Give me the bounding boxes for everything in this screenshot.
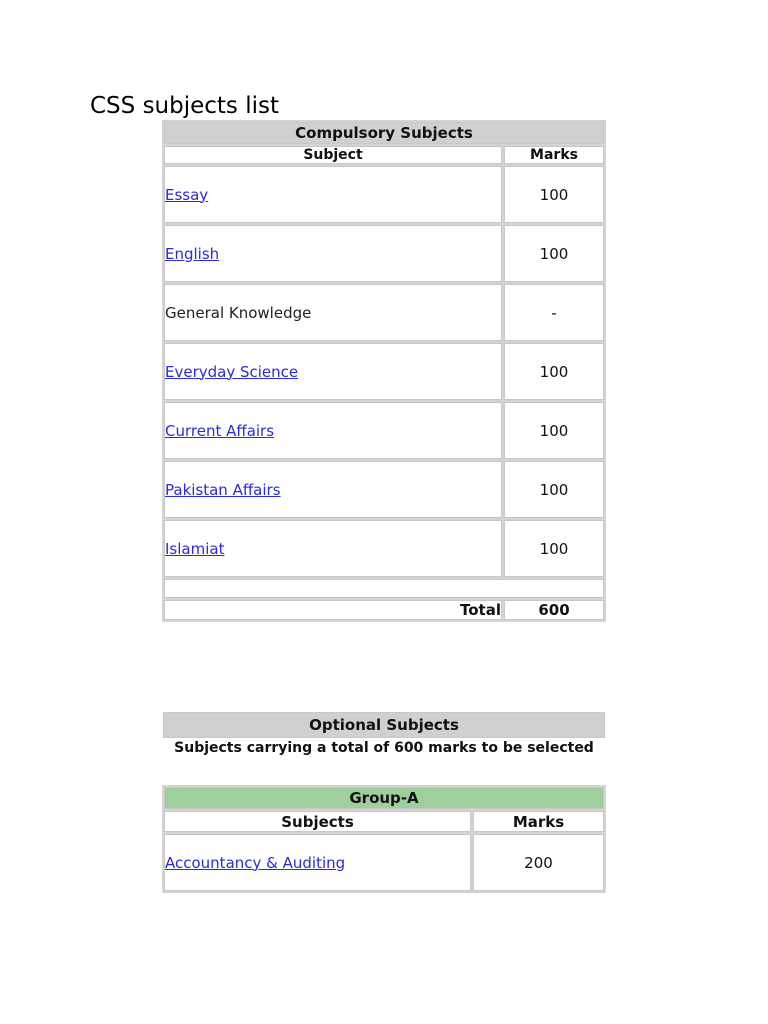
subject-link[interactable]: Everyday Science <box>165 362 299 381</box>
table-row <box>164 520 604 577</box>
page-title: CSS subjects list <box>90 93 280 119</box>
table-row <box>164 284 604 341</box>
group-a-section <box>162 785 606 893</box>
group-a-marks-column-header: Marks <box>473 811 604 832</box>
marks-cell: - <box>504 284 604 341</box>
subject-column-header: Subject <box>164 146 502 164</box>
total-row <box>164 600 604 620</box>
subject-link[interactable]: Pakistan Affairs <box>165 480 281 499</box>
subject-cell <box>164 343 502 400</box>
total-value: 600 <box>504 600 604 620</box>
table-row <box>164 461 604 518</box>
table-row <box>164 166 604 223</box>
compulsory-subjects-heading: Compulsory Subjects <box>164 122 604 144</box>
subject-cell <box>164 402 502 459</box>
marks-cell: 100 <box>504 343 604 400</box>
total-label: Total <box>164 600 502 620</box>
group-a-table <box>162 785 606 893</box>
marks-cell: 100 <box>504 402 604 459</box>
table-row <box>164 343 604 400</box>
subject-cell <box>164 520 502 577</box>
subject-cell <box>164 166 502 223</box>
optional-subjects-heading: Optional Subjects <box>163 712 605 738</box>
subject-cell <box>164 225 502 282</box>
subject-link[interactable]: Essay <box>165 185 209 204</box>
marks-cell: 100 <box>504 461 604 518</box>
empty-row <box>164 579 604 598</box>
subject-cell <box>164 461 502 518</box>
compulsory-subjects-table <box>162 120 606 622</box>
table-row <box>164 402 604 459</box>
compulsory-subjects-section <box>162 120 606 622</box>
subject-cell <box>164 284 502 341</box>
marks-cell: 100 <box>504 166 604 223</box>
marks-cell: 100 <box>504 520 604 577</box>
group-a-heading: Group-A <box>164 787 604 809</box>
marks-cell: 200 <box>473 834 604 891</box>
subject-link[interactable]: Current Affairs <box>165 421 275 440</box>
subject-link[interactable]: Accountancy & Auditing <box>165 853 346 872</box>
table-row <box>164 225 604 282</box>
marks-column-header: Marks <box>504 146 604 164</box>
group-a-subjects-column-header: Subjects <box>164 811 471 832</box>
subject-cell <box>164 834 471 891</box>
marks-cell: 100 <box>504 225 604 282</box>
subject-link[interactable]: Islamiat <box>165 539 225 558</box>
subject-text: General Knowledge <box>165 303 312 322</box>
optional-subjects-section <box>162 712 606 756</box>
table-row <box>164 834 604 891</box>
optional-subjects-note: Subjects carrying a total of 600 marks to be selected <box>174 740 594 756</box>
subject-link[interactable]: English <box>165 244 220 263</box>
